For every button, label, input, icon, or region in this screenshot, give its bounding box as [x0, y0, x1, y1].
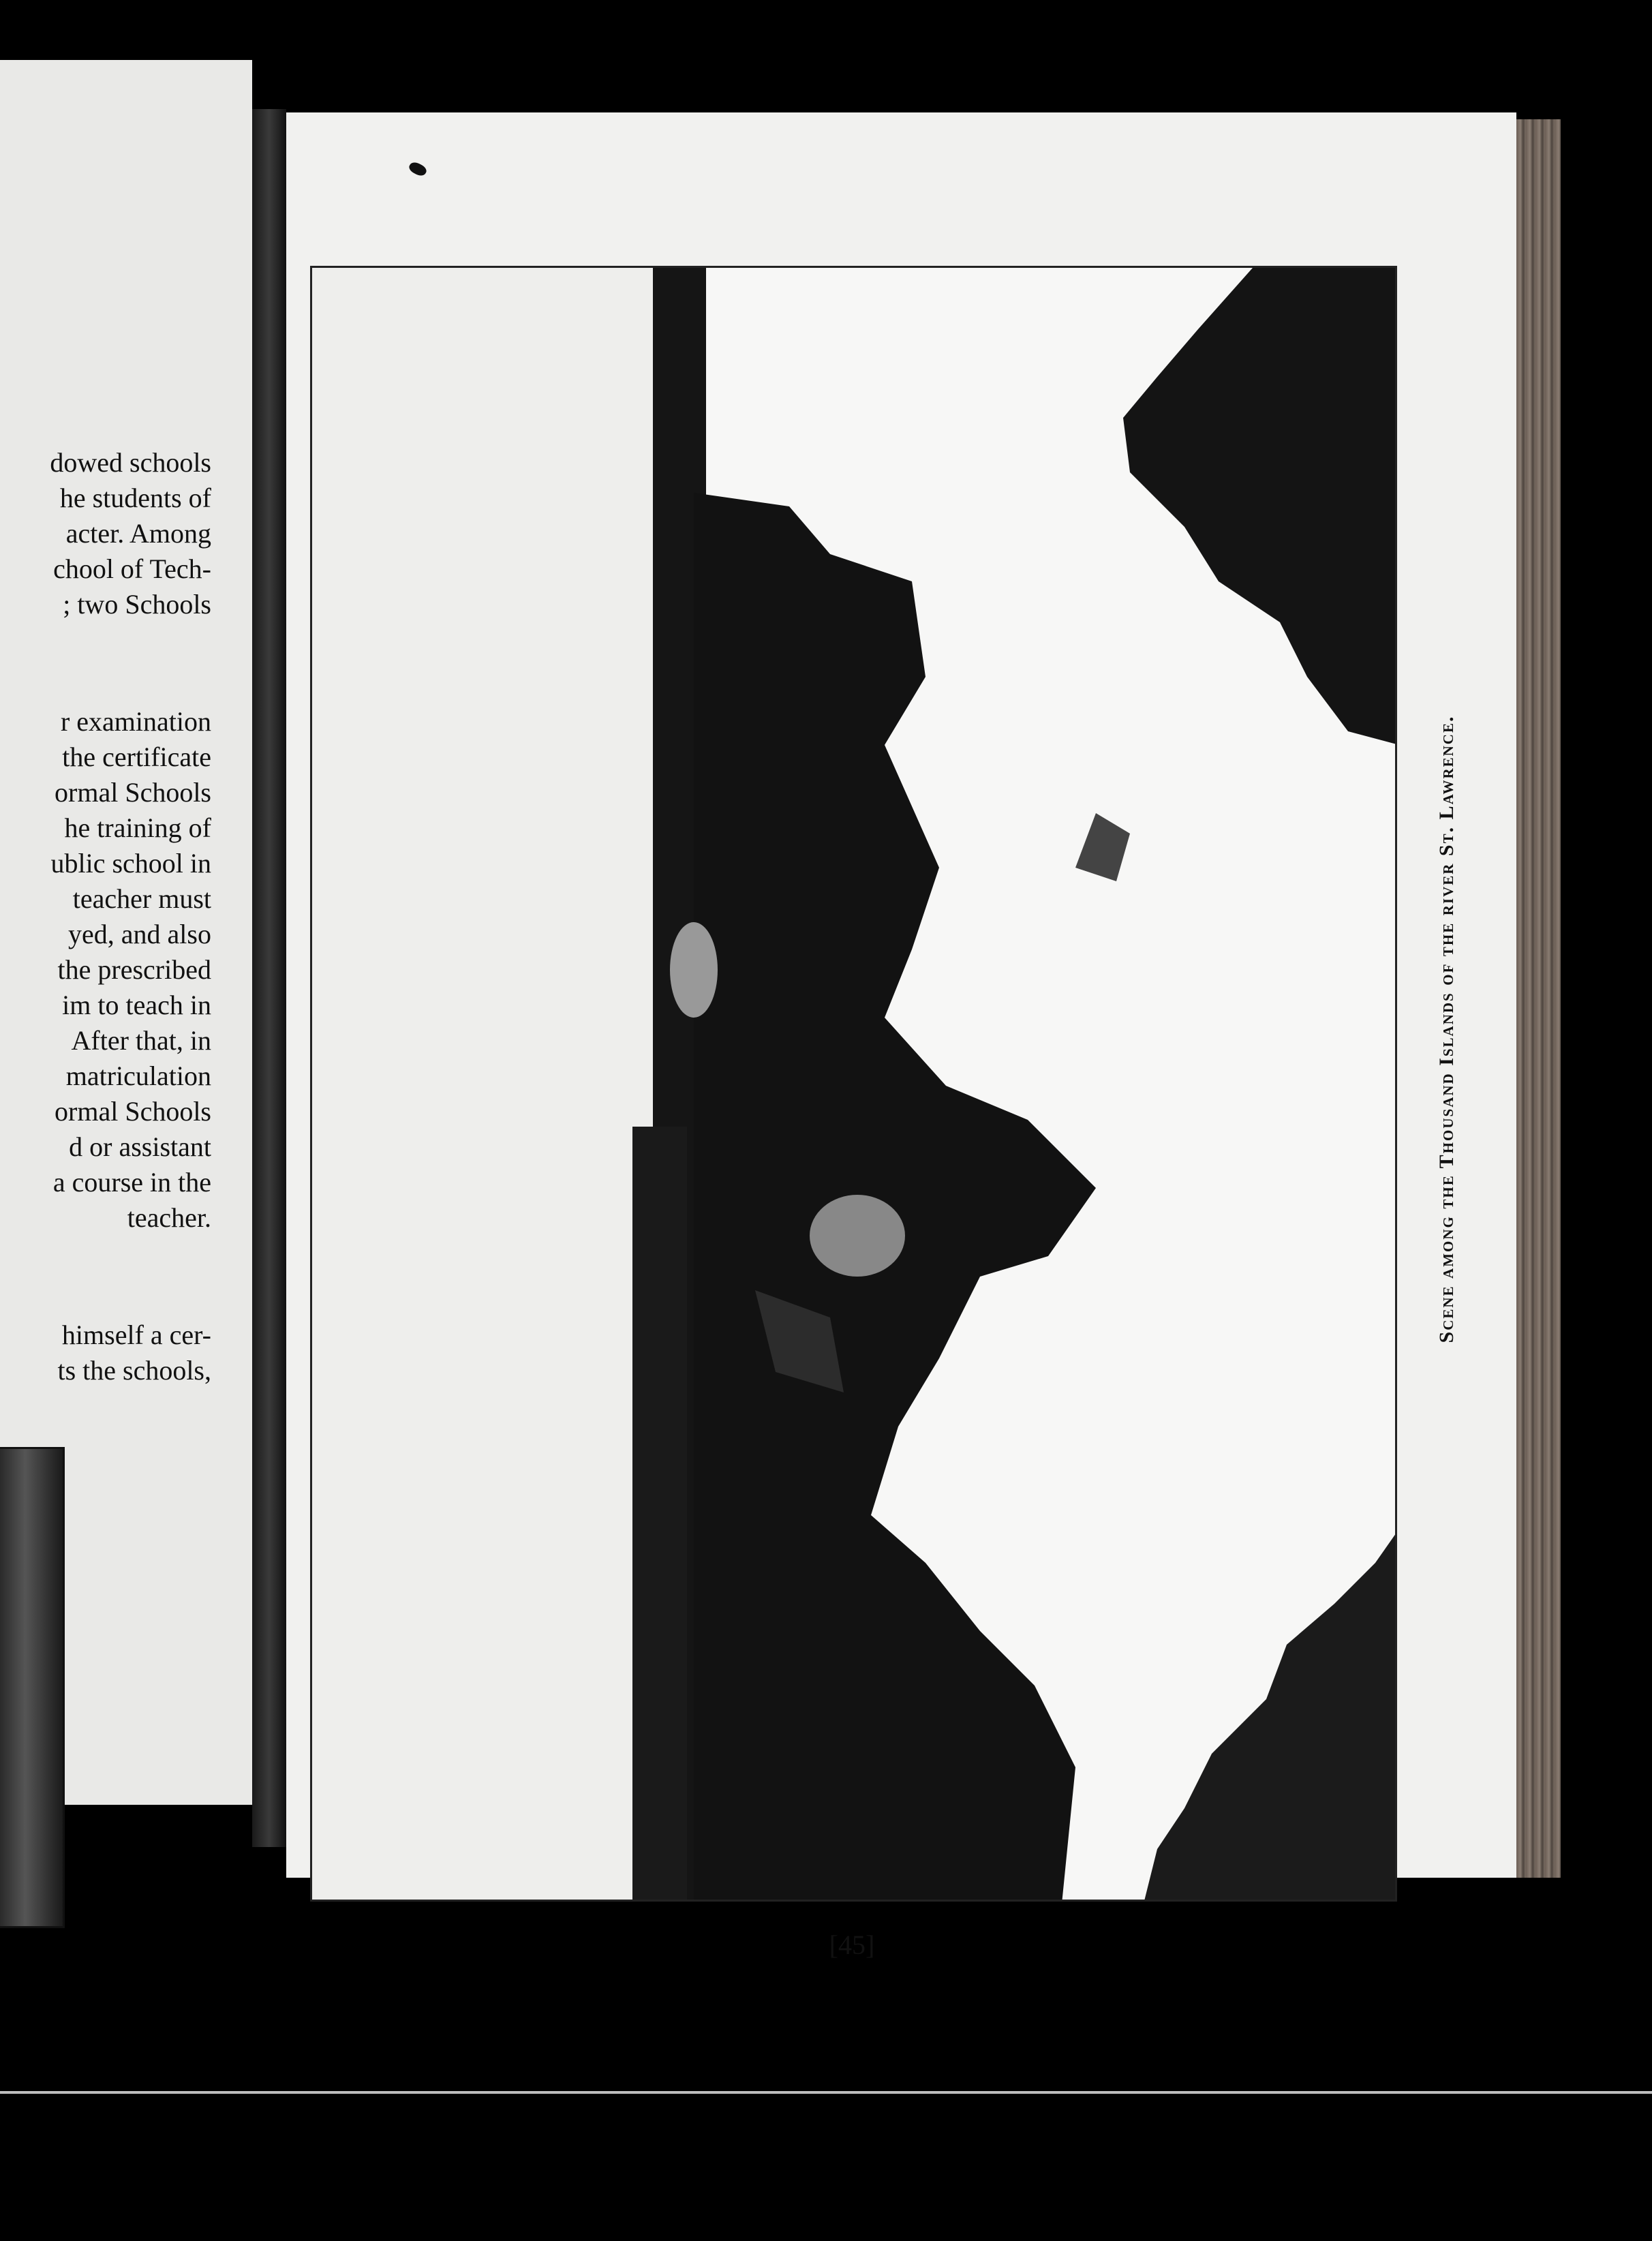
text-line: ormal Schools: [55, 777, 211, 808]
text-line: the prescribed: [57, 954, 211, 985]
text-line: teacher.: [127, 1202, 211, 1233]
text-line: ts the schools,: [57, 1355, 211, 1386]
left-page: [0, 60, 252, 1805]
text-line: ublic school in: [50, 848, 211, 879]
scan-artifact-line: [0, 2091, 1652, 2094]
text-line: r examination: [60, 706, 211, 737]
text-line: he students of: [59, 483, 211, 513]
text-line: himself a cer-: [61, 1320, 211, 1350]
text-line: im to teach in: [62, 990, 211, 1020]
text-line: ormal Schools: [55, 1096, 211, 1127]
text-line: acter. Among: [65, 518, 211, 549]
photo-caption: Scene among the Thousand Islands of the river St. Lawrence.: [1435, 715, 1458, 1343]
page-number: [45]: [829, 1930, 875, 1960]
text-line: the certificate: [62, 742, 211, 772]
page-edges: [1516, 119, 1561, 1878]
text-line: ; two Schools: [63, 589, 211, 620]
text-line: After that, in: [71, 1025, 211, 1056]
text-line: a course in the: [52, 1167, 211, 1198]
text-line: yed, and also: [68, 919, 211, 949]
text-line: matriculation: [65, 1061, 211, 1091]
text-line: d or assistant: [69, 1131, 211, 1162]
text-line: chool of Tech-: [53, 553, 211, 584]
halftone-photograph: [310, 266, 1397, 1902]
text-line: dowed schools: [50, 447, 211, 478]
text-line: he training of: [64, 812, 211, 843]
rotated-landscape-photo: [312, 268, 1397, 1902]
text-line: teacher must: [72, 883, 211, 914]
left-page-photo-fragment: [0, 1447, 65, 1928]
left-page-text: [0, 445, 211, 1388]
book-gutter: [252, 109, 286, 1847]
